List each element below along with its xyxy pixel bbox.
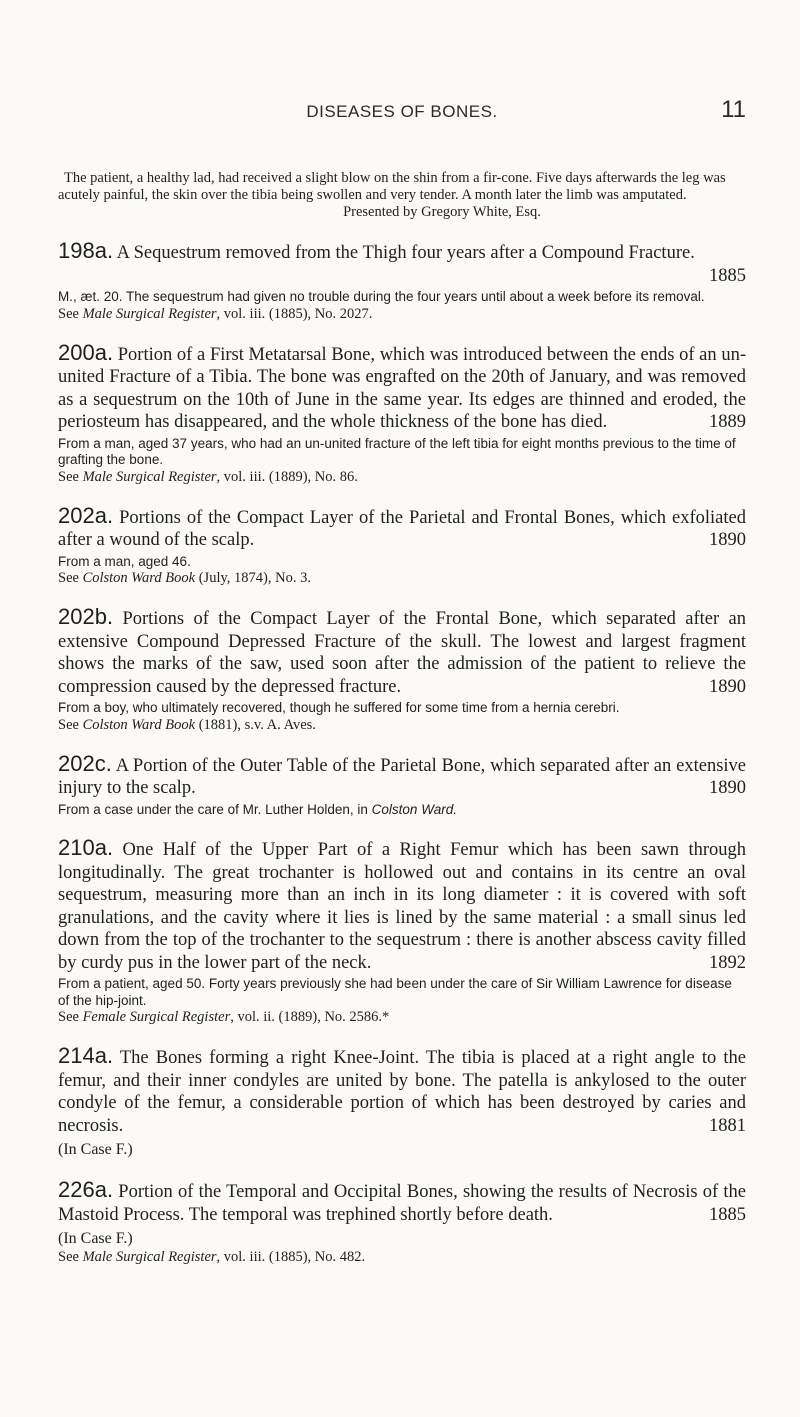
entry-number: 214a. bbox=[58, 1043, 114, 1068]
entry-note: M., æt. 20. The sequestrum had given no trouble during the four years until about a week before its removal. bbox=[58, 289, 705, 304]
entry-210a bbox=[58, 837, 746, 1026]
entry-description bbox=[58, 750, 746, 800]
ref-rest: , vol. ii. (1889), No. 2586.* bbox=[230, 1009, 390, 1025]
running-head: DISEASES OF BONES. bbox=[306, 102, 498, 121]
entry-reference bbox=[58, 570, 746, 587]
entry-text: Portions of the Compact Layer of the Parietal and Frontal Bones, which exfoliated after a wound of the scalp. bbox=[58, 507, 746, 550]
page-header bbox=[58, 0, 746, 148]
entry-case-location: (In Case F.) bbox=[58, 1141, 133, 1158]
entry-202b bbox=[58, 606, 746, 734]
entry-case-location: (In Case F.) bbox=[58, 1230, 133, 1247]
entry-year: 1890 bbox=[709, 778, 746, 798]
entry-year: 1885 bbox=[709, 1204, 746, 1225]
entry-year: 1892 bbox=[709, 952, 746, 973]
entry-202a bbox=[58, 502, 746, 588]
entry-text: The Bones forming a right Knee-Joint. The tibia is placed at a right angle to the femur, and their inner condyles are united by bone. The patella is ankylosed to the outer condyle of the femur, a considerable portion of which has been destroyed by caries and necrosis. bbox=[58, 1048, 746, 1136]
ref-title: Male Surgical Register bbox=[82, 305, 217, 322]
ref-rest: (July, 1874), No. 3. bbox=[195, 570, 311, 586]
entry-number: 200a. bbox=[58, 339, 114, 365]
entry-note: From a boy, who ultimately recovered, though he suffered for some time from a hernia cerebri. bbox=[58, 700, 620, 715]
entry-text: A Portion of the Outer Table of the Parietal Bone, which separated after an extensive injury to the scalp. bbox=[58, 755, 746, 798]
entry-number: 198a. bbox=[58, 238, 114, 263]
ref-prefix: See bbox=[58, 1249, 83, 1265]
ref-title: Female Surgical Register bbox=[82, 1009, 231, 1025]
entry-text: Portion of the Temporal and Occipital Bones, showing the results of Necrosis of the Mastoid Process. The temporal was trephined shortly before death. bbox=[58, 1182, 746, 1225]
entry-number: 202b. bbox=[58, 604, 114, 629]
note-prefix: From a case under the care of Mr. Luther Holden, in bbox=[58, 801, 372, 817]
ref-rest: , vol. iii. (1885), No. 482. bbox=[216, 1249, 366, 1265]
entry-number: 202a. bbox=[58, 502, 114, 528]
ref-title: Male Surgical Register bbox=[82, 468, 217, 485]
entry-description bbox=[58, 240, 746, 287]
intro-continuation bbox=[58, 170, 746, 221]
entry-number: 210a. bbox=[58, 835, 114, 860]
entry-226a bbox=[58, 1179, 746, 1266]
ref-prefix: See bbox=[58, 1009, 83, 1025]
entry-note: From a man, aged 37 years, who had an un-united fracture of the left tibia for eight months previous to the time of grafting the bone. bbox=[58, 435, 736, 467]
entry-text: One Half of the Upper Part of a Right Femur which has been sawn through longitudinally. The great trochanter is hollowed out and contains in its centre an oval sequestrum, measuring more than an inch in its long diameter : it is covered with soft granulations, and the cavity where it lies is lined by the same material : a small sinus led down from the top of the trochanter to the sequestrum : there is another abscess cavity filled by curdy pus in the lower part of the neck. bbox=[58, 840, 746, 973]
entry-reference bbox=[58, 1249, 746, 1266]
entry-year: 1885 bbox=[709, 265, 746, 286]
entry-reference bbox=[58, 1009, 746, 1026]
entry-number: 226a. bbox=[58, 1177, 114, 1202]
ref-title: Colston Ward Book bbox=[82, 716, 196, 733]
ref-prefix: See bbox=[58, 305, 83, 322]
entry-year: 1890 bbox=[709, 676, 746, 697]
entry-214a bbox=[58, 1045, 746, 1160]
page-number: 11 bbox=[721, 96, 746, 123]
entry-reference bbox=[58, 717, 746, 734]
ref-prefix: See bbox=[58, 570, 83, 586]
entry-text: Portion of a First Metatarsal Bone, which was introduced between the ends of an un-united Fracture of a Tibia. The bone was engrafted on the 20th of January, and was removed as a sequestrum on the 10th of June in the same year. Its edges are thinned and eroded, the periosteum has disappeared, and the whole thickness of the bone has died. bbox=[58, 344, 747, 432]
entry-year: 1890 bbox=[709, 530, 746, 550]
entry-note: From a patient, aged 50. Forty years previously she had been under the care of Sir William Lawrence for disease of the hip-joint. bbox=[58, 976, 732, 1008]
entry-description bbox=[58, 339, 747, 434]
ref-title: Male Surgical Register bbox=[82, 1249, 217, 1265]
entry-reference bbox=[58, 306, 746, 323]
entry-text: Portions of the Compact Layer of the Frontal Bone, which separated after an extensive Compound Depressed Fracture of the skull. The lowest and largest fragment shows the marks of the saw, used soon after the admission of the patient to relieve the compression caused by the depressed fracture. bbox=[58, 609, 746, 697]
entry-description bbox=[58, 1179, 746, 1226]
note-title: Colston Ward. bbox=[371, 801, 457, 817]
intro-text: The patient, a healthy lad, had received a slight blow on the shin from a fir-cone. Five days afterwards the leg was acutely painful, the skin over the tibia being swollen and very tender. A month later the limb was amputated. bbox=[58, 170, 726, 203]
entry-description bbox=[58, 1045, 746, 1137]
entry-note bbox=[58, 802, 746, 819]
presented-by: Presented by Gregory White, Esq. bbox=[343, 204, 541, 220]
ref-rest: , vol. iii. (1885), No. 2027. bbox=[216, 305, 373, 322]
entry-200a bbox=[58, 339, 747, 486]
ref-prefix: See bbox=[58, 468, 83, 485]
entry-note: From a man, aged 46. bbox=[58, 553, 191, 569]
ref-title: Colston Ward Book bbox=[82, 570, 196, 586]
entry-reference bbox=[58, 469, 746, 486]
entry-198a bbox=[58, 240, 746, 323]
entry-year: 1881 bbox=[709, 1115, 746, 1136]
entry-text: A Sequestrum removed from the Thigh four years after a Compound Fracture. bbox=[116, 243, 695, 263]
entry-year: 1889 bbox=[709, 412, 746, 432]
entry-description bbox=[58, 606, 746, 698]
entry-description bbox=[58, 837, 746, 974]
entry-202c bbox=[58, 750, 746, 819]
ref-rest: (1881), s.v. A. Aves. bbox=[195, 716, 316, 733]
ref-rest: , vol. iii. (1889), No. 86. bbox=[216, 468, 358, 485]
ref-prefix: See bbox=[58, 716, 83, 733]
entry-description bbox=[58, 502, 746, 552]
entry-number: 202c. bbox=[58, 750, 112, 776]
